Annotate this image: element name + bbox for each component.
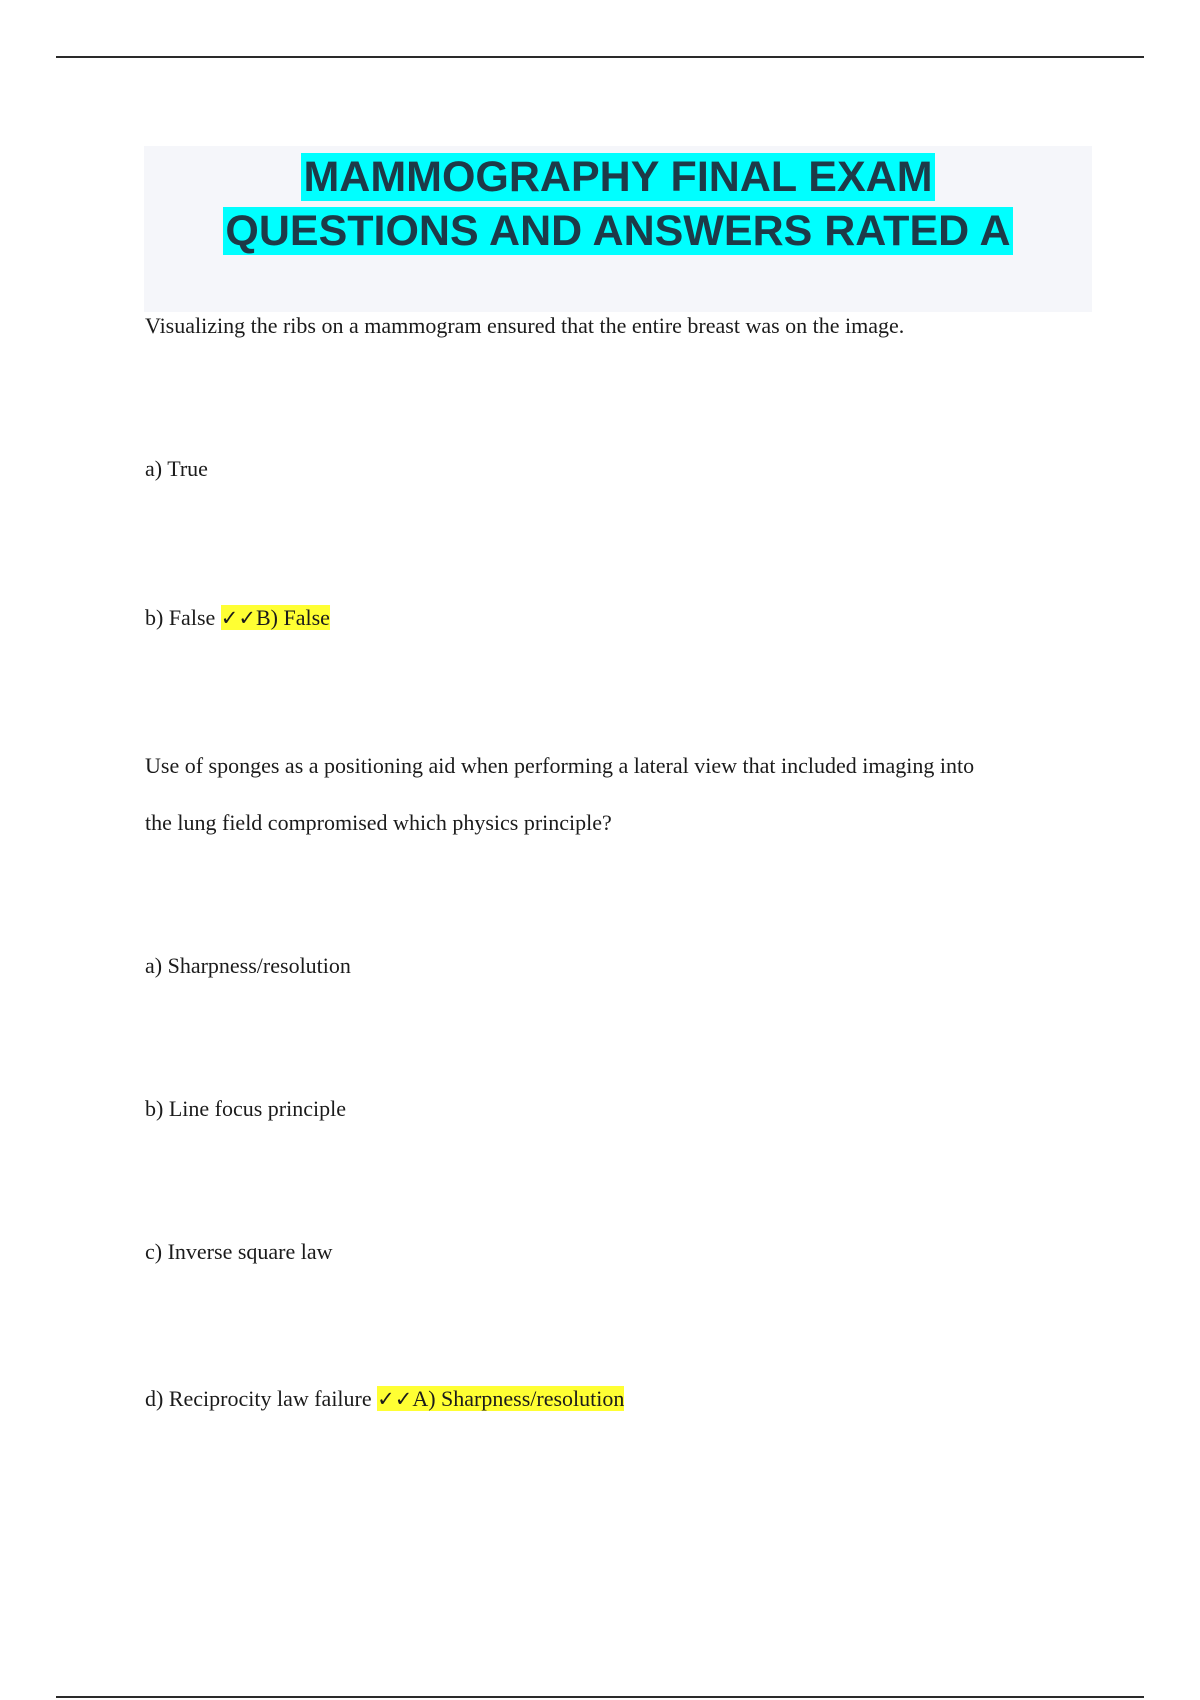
question-2-option-d	[145, 1370, 624, 1428]
question-2-option-b: b) Line focus principle	[145, 1096, 346, 1121]
question-2-answer-text: A) Sharpness/resolution	[412, 1386, 625, 1411]
question-1-stem: Visualizing the ribs on a mammogram ensured that the entire breast was on the image.	[145, 313, 905, 338]
double-check-icon: ✓✓	[220, 606, 256, 630]
question-2-option-d-text: d) Reciprocity law failure	[145, 1386, 372, 1411]
question-1-option-b	[145, 589, 330, 647]
title-banner	[144, 146, 1092, 312]
question-1-answer	[221, 605, 330, 630]
document-title	[144, 146, 1092, 258]
title-line-2: QUESTIONS AND ANSWERS RATED A	[225, 207, 1011, 255]
double-check-icon: ✓✓	[377, 1387, 413, 1411]
header-rule	[56, 56, 1144, 58]
question-2-option-a: a) Sharpness/resolution	[145, 953, 351, 978]
question-2-option-c: c) Inverse square law	[145, 1239, 333, 1264]
question-2-stem-line-1: Use of sponges as a positioning aid when performing a lateral view that included imaging into	[145, 753, 975, 778]
question-1-option-b-text: b) False	[145, 605, 216, 630]
question-2-answer	[377, 1386, 624, 1411]
question-1-option-a: a) True	[145, 456, 208, 481]
question-1-answer-text: B) False	[255, 605, 330, 630]
title-line-1: MAMMOGRAPHY FINAL EXAM	[303, 153, 933, 201]
footer-rule	[56, 1696, 1144, 1698]
question-2-stem-line-2: the lung field compromised which physics principle?	[145, 810, 612, 835]
